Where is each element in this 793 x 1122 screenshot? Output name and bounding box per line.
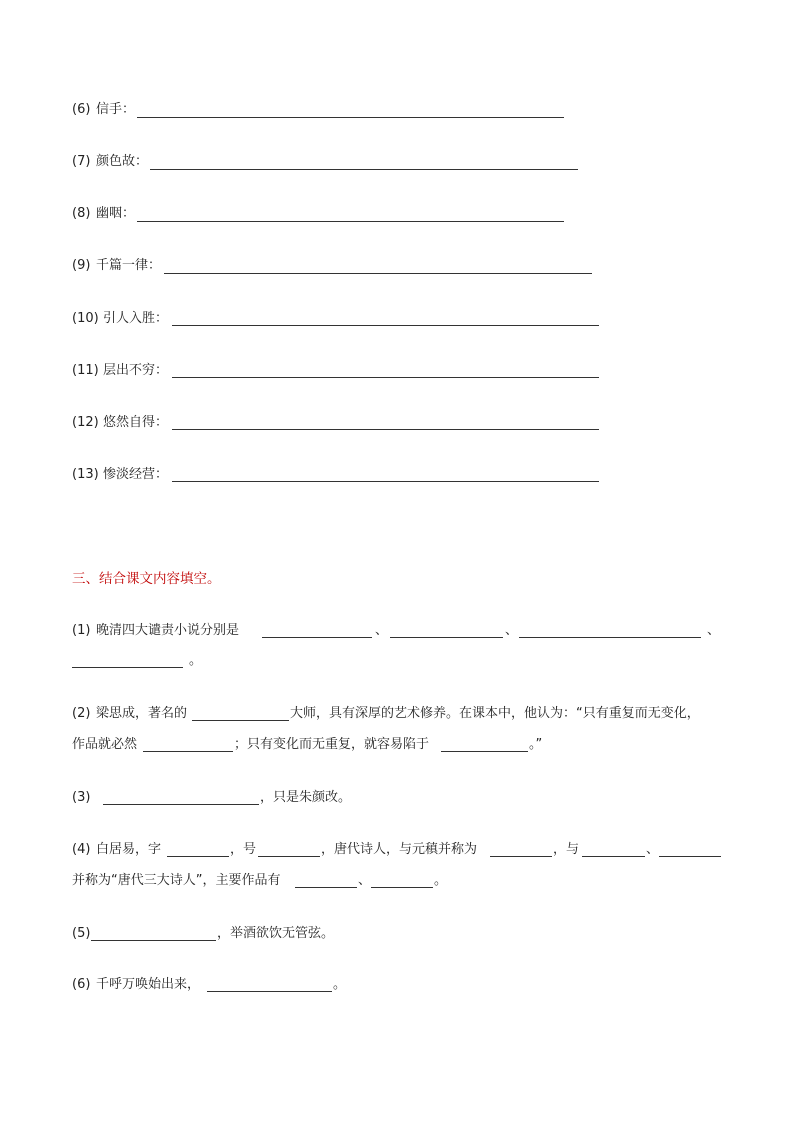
- question-end: 。: [434, 873, 448, 888]
- vocab-term: 层出不穷：: [103, 363, 169, 378]
- question-number: (1): [72, 623, 91, 638]
- vocab-number: (6): [72, 102, 91, 117]
- question-text: ；只有变化而无重复，就容易陷于: [234, 737, 430, 752]
- vocab-number: (11): [72, 363, 99, 378]
- answer-line[interactable]: [137, 117, 564, 118]
- answer-blank[interactable]: [72, 667, 183, 668]
- answer-blank[interactable]: [490, 856, 552, 857]
- answer-blank[interactable]: [192, 720, 289, 721]
- answer-blank[interactable]: [103, 804, 259, 805]
- question-text: ，只是朱颜改。: [260, 790, 352, 805]
- answer-line[interactable]: [172, 325, 599, 326]
- question-end: 。: [333, 977, 347, 992]
- separator: 、: [375, 623, 389, 638]
- question-end: 。”: [529, 737, 543, 752]
- question-text: 晚清四大谴责小说分别是: [96, 623, 240, 638]
- vocab-term: 引人入胜：: [103, 311, 169, 326]
- question-text: 梁思成，著名的: [96, 706, 188, 721]
- answer-blank[interactable]: [167, 856, 229, 857]
- question-number: (4): [72, 842, 91, 857]
- answer-blank[interactable]: [143, 751, 233, 752]
- answer-line[interactable]: [172, 429, 599, 430]
- question-text: ，举酒欲饮无管弦。: [217, 926, 335, 941]
- answer-line[interactable]: [150, 169, 578, 170]
- separator: 、: [707, 623, 721, 638]
- question-text: ，唐代诗人，与元稹并称为: [321, 842, 478, 857]
- separator: 、: [505, 623, 519, 638]
- separator: 、: [358, 873, 372, 888]
- question-number: (5): [72, 926, 91, 941]
- answer-blank[interactable]: [262, 637, 372, 638]
- answer-line[interactable]: [164, 273, 592, 274]
- answer-blank[interactable]: [91, 940, 216, 941]
- vocab-term: 惨淡经营：: [103, 467, 169, 482]
- question-number: (6): [72, 977, 91, 992]
- answer-blank[interactable]: [441, 751, 528, 752]
- question-text: 白居易，字: [96, 842, 162, 857]
- vocab-number: (7): [72, 154, 91, 169]
- vocab-term: 信手：: [96, 102, 136, 117]
- section-heading: 三、结合课文内容填空。: [72, 571, 221, 587]
- question-text: ，号: [230, 842, 257, 857]
- answer-line[interactable]: [172, 481, 599, 482]
- vocab-term: 幽咽：: [96, 206, 136, 221]
- answer-blank[interactable]: [258, 856, 320, 857]
- question-text: 千呼万唤始出来，: [96, 977, 201, 992]
- answer-line[interactable]: [172, 377, 599, 378]
- vocab-term: 千篇一律：: [96, 258, 162, 273]
- vocab-term: 颜色故：: [96, 154, 149, 169]
- vocab-number: (13): [72, 467, 99, 482]
- answer-blank[interactable]: [371, 887, 433, 888]
- question-number: (3): [72, 790, 91, 805]
- vocab-number: (9): [72, 258, 91, 273]
- answer-line[interactable]: [137, 221, 564, 222]
- answer-blank[interactable]: [207, 991, 332, 992]
- question-text: 作品就必然: [72, 737, 138, 752]
- answer-blank[interactable]: [295, 887, 357, 888]
- vocab-number: (10): [72, 311, 99, 326]
- question-text: 大师，具有深厚的艺术修养。在课本中，他认为：“只有重复而无变化，: [290, 706, 700, 721]
- question-text: 并称为“唐代三大诗人”，主要作品有: [72, 873, 281, 888]
- question-text: ，与: [553, 842, 580, 857]
- separator: 、: [646, 842, 660, 857]
- answer-blank[interactable]: [659, 856, 721, 857]
- vocab-term: 悠然自得：: [103, 415, 169, 430]
- vocab-number: (12): [72, 415, 99, 430]
- vocab-number: (8): [72, 206, 91, 221]
- answer-blank[interactable]: [519, 637, 701, 638]
- answer-blank[interactable]: [582, 856, 645, 857]
- answer-blank[interactable]: [390, 637, 503, 638]
- question-end: 。: [189, 653, 203, 668]
- question-number: (2): [72, 706, 91, 721]
